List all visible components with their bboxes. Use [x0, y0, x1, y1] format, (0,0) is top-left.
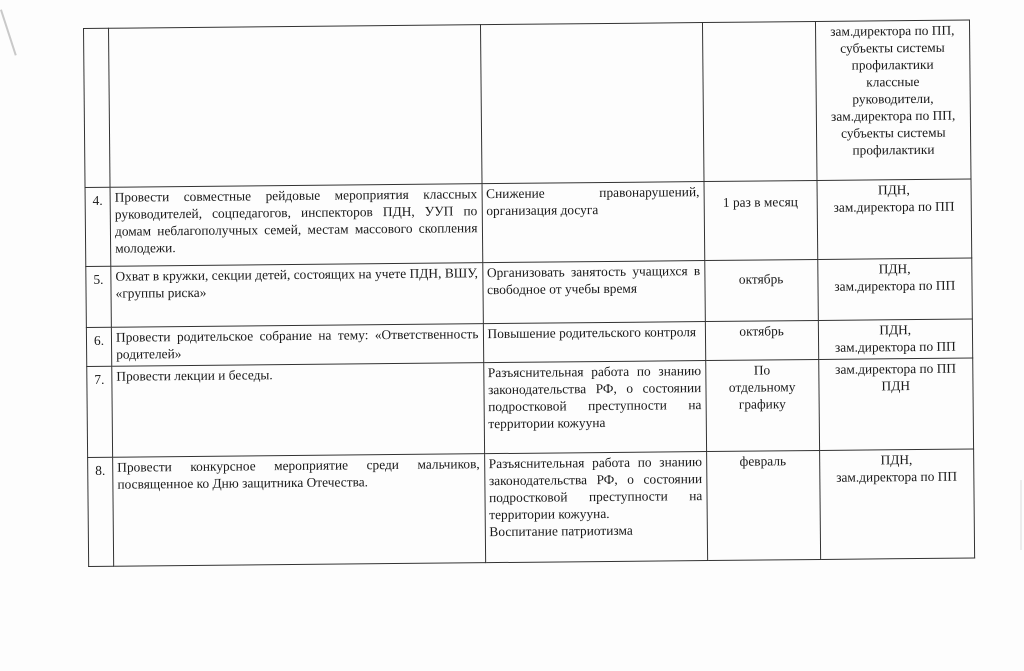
- responsible-line: ПДН,: [879, 322, 912, 338]
- cell-responsible: [817, 179, 972, 259]
- cell-responsible: [818, 358, 973, 450]
- responsible-line: зам.директора по ПП: [835, 360, 957, 377]
- cell-event: Провести родительское собрание на тему: «Ответственность родителей»: [111, 324, 483, 367]
- responsible-line: классные: [866, 73, 920, 90]
- responsible-line: руководители,: [852, 90, 934, 107]
- cell-event: Провести совместные рейдовые мероприятия классных руководителей, соцпедагогов, инспекторов ПДН, УУП по домам неблагополучных семей, местам массового скопления молодежи.: [110, 184, 482, 267]
- responsible-line: профилактики: [851, 56, 934, 73]
- table-row-continued: [84, 20, 971, 187]
- responsible-line: зам.директора по ПП: [833, 198, 955, 215]
- result-text: Разъяснительная работа по знанию законодательства РФ, о состоянии подростковой преступности на территории кожууна.: [488, 454, 703, 523]
- cell-result: Повышение родительского контроля: [483, 322, 706, 363]
- scan-edge-shadow: [1020, 480, 1022, 550]
- responsible-line: зам.директора по ПП: [834, 277, 956, 294]
- responsible-line: ПДН,: [878, 261, 911, 277]
- cell-date: По отдельному графику: [706, 359, 820, 451]
- events-table: [83, 19, 975, 566]
- cell-num: 8.: [88, 457, 114, 566]
- cell-date: [702, 21, 816, 181]
- responsible-line: зам.директора по ПП,: [830, 22, 955, 39]
- cell-responsible: [818, 319, 973, 359]
- cell-num: 4.: [85, 187, 111, 266]
- cell-event: Провести конкурсное мероприятие среди мальчиков, посвященное ко Дню защитника Отечества.: [113, 454, 486, 567]
- cell-result: Снижение правонарушений, организация досуга: [482, 182, 705, 263]
- responsible-line: зам.директора по ПП: [836, 468, 958, 485]
- cell-date: февраль: [706, 450, 820, 560]
- responsible-line: субъекты системы: [840, 39, 945, 56]
- cell-num: 5.: [86, 266, 112, 327]
- cell-result: Организовать занятость учащихся в свободное от учебы время: [482, 261, 705, 324]
- cell-date: октябрь: [705, 259, 818, 321]
- cell-num: [84, 28, 111, 187]
- responsible-line: профилактики: [852, 141, 935, 158]
- responsible-line: ПДН: [881, 378, 911, 394]
- table-row: [86, 258, 973, 328]
- cell-result: [484, 452, 707, 563]
- cell-num: 7.: [87, 366, 113, 457]
- table-row: [85, 179, 972, 267]
- cell-result: Разъяснительная работа по знанию законодательства РФ, о состоянии подростковой преступности на территории кожууна: [483, 361, 706, 454]
- scan-edge-mark: [0, 5, 30, 56]
- table-row: [87, 358, 974, 458]
- responsible-line: ПДН,: [880, 452, 913, 468]
- cell-responsible: [817, 258, 972, 320]
- cell-responsible: [815, 20, 971, 180]
- cell-result: [480, 23, 704, 184]
- table-row: [88, 449, 975, 566]
- cell-date: 1 раз в месяц: [704, 180, 817, 260]
- cell-event: Провести лекции и беседы.: [112, 363, 484, 458]
- result-extra-text: Воспитание патриотизма: [489, 522, 633, 540]
- cell-event: [109, 25, 482, 188]
- responsible-line: ПДН,: [877, 182, 910, 198]
- cell-event: Охват в кружки, секции детей, состоящих на учете ПДН, ВШУ, «группы риска»: [111, 263, 483, 328]
- responsible-line: зам.директора по ПП,: [830, 107, 956, 124]
- cell-date: октябрь: [705, 320, 818, 360]
- cell-responsible: [819, 449, 975, 559]
- responsible-line: субъекты системы: [840, 124, 946, 141]
- responsible-line: зам.директора по ПП: [834, 338, 956, 355]
- cell-num: 6.: [86, 327, 111, 366]
